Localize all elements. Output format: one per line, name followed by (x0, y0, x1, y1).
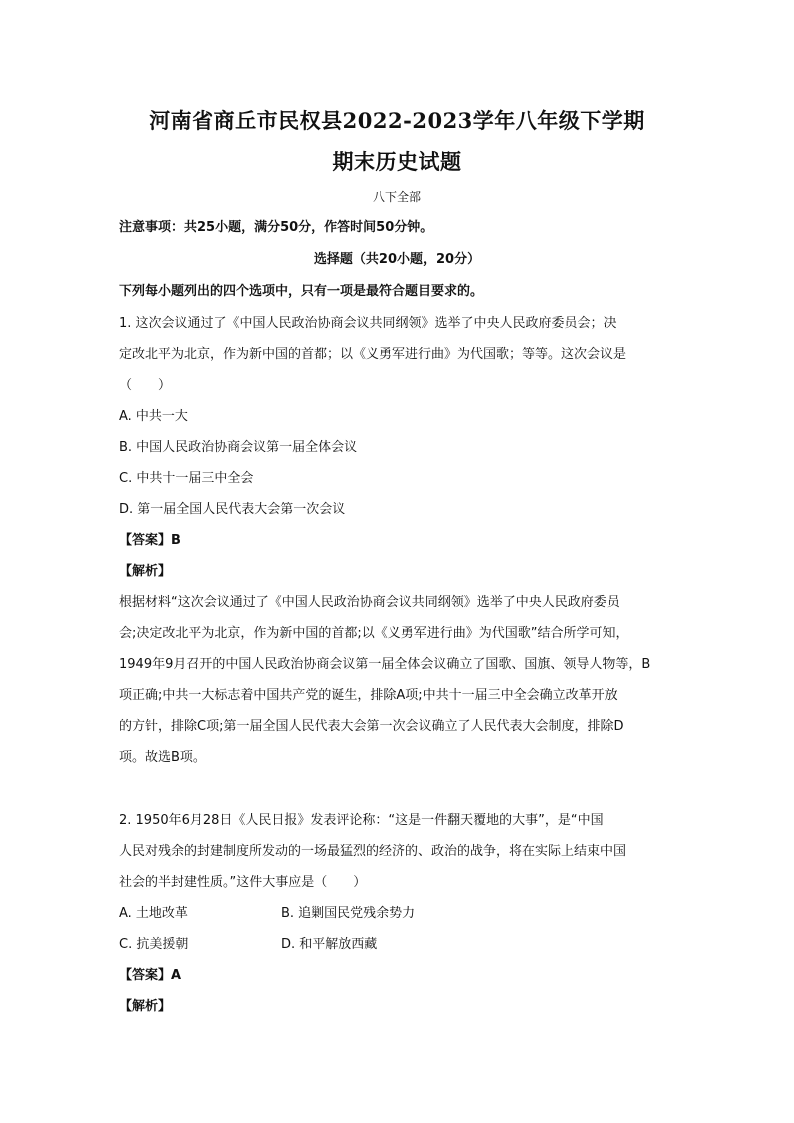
title-line-2: 期末历史试题 (332, 149, 462, 174)
q1-option-b: B. 中国人民政治协商会议第一届全体会议 (119, 440, 358, 455)
q2-answer: 【答案】A (119, 968, 182, 983)
q1-analysis-line: 1949年9月召开的中国人民政治协商会议第一届全体会议确立了国歌、国旗、领导人物等，B (119, 657, 651, 672)
q2-analysis-label: 【解析】 (119, 999, 172, 1014)
q1-stem-line: 定改北平为北京，作为新中国的首都；以《义勇军进行曲》为代国歌；等等。这次会议是 (119, 347, 627, 362)
q1-option-d: D. 第一届全国人民代表大会第一次会议 (119, 502, 346, 517)
section-header: 选择题（共20小题，20分） (313, 252, 481, 267)
instruction: 下列每小题列出的四个选项中，只有一项是最符合题目要求的。 (119, 284, 484, 299)
subtitle: 八下全部 (372, 190, 421, 204)
q2-option-b: B. 追剿国民党残余势力 (281, 906, 416, 921)
q1-analysis-line: 的方针，排除C项;第一届全国人民代表大会第一次会议确立了人民代表大会制度，排除D (119, 719, 624, 734)
title-line-1: 河南省商丘市民权县2022-2023学年八年级下学期 (149, 108, 645, 133)
notice: 注意事项：共25小题，满分50分，作答时间50分钟。 (119, 220, 434, 235)
q1-analysis-line: 根据材料“这次会议通过了《中国人民政治协商会议共同纲领》选举了中央人民政府委员 (119, 595, 620, 610)
q2-stem-line: 社会的半封建性质。”这件大事应是（ ） (119, 875, 367, 890)
q1-option-a: A. 中共一大 (119, 409, 188, 424)
q1-option-c: C. 中共十一届三中全会 (119, 471, 254, 486)
q1-analysis-label: 【解析】 (119, 564, 172, 579)
q1-analysis-line: 项。故选B项。 (119, 750, 206, 765)
q1-stem-line: （ ） (119, 378, 172, 393)
q1-analysis-line: 会;决定改北平为北京，作为新中国的首都;以《义勇军进行曲》为代国歌”结合所学可知， (119, 626, 629, 641)
q1-stem-line: 1. 这次会议通过了《中国人民政治协商会议共同纲领》选举了中央人民政府委员会；决 (119, 316, 617, 331)
q2-stem-line: 人民对残余的封建制度所发动的一场最猛烈的经济的、政治的战争，将在实际上结束中国 (119, 844, 627, 859)
q1-answer: 【答案】B (119, 533, 181, 548)
q2-option-c: C. 抗美援朝 (119, 937, 189, 952)
q2-option-a: A. 土地改革 (119, 906, 188, 921)
q2-stem-line: 2. 1950年6月28日《人民日报》发表评论称：“这是一件翻天覆地的大事”，是“中国 (119, 813, 604, 828)
q1-analysis-line: 项正确;中共一大标志着中国共产党的诞生，排除A项;中共十一届三中全会确立改革开放 (119, 688, 618, 703)
q2-option-d: D. 和平解放西藏 (281, 937, 378, 952)
